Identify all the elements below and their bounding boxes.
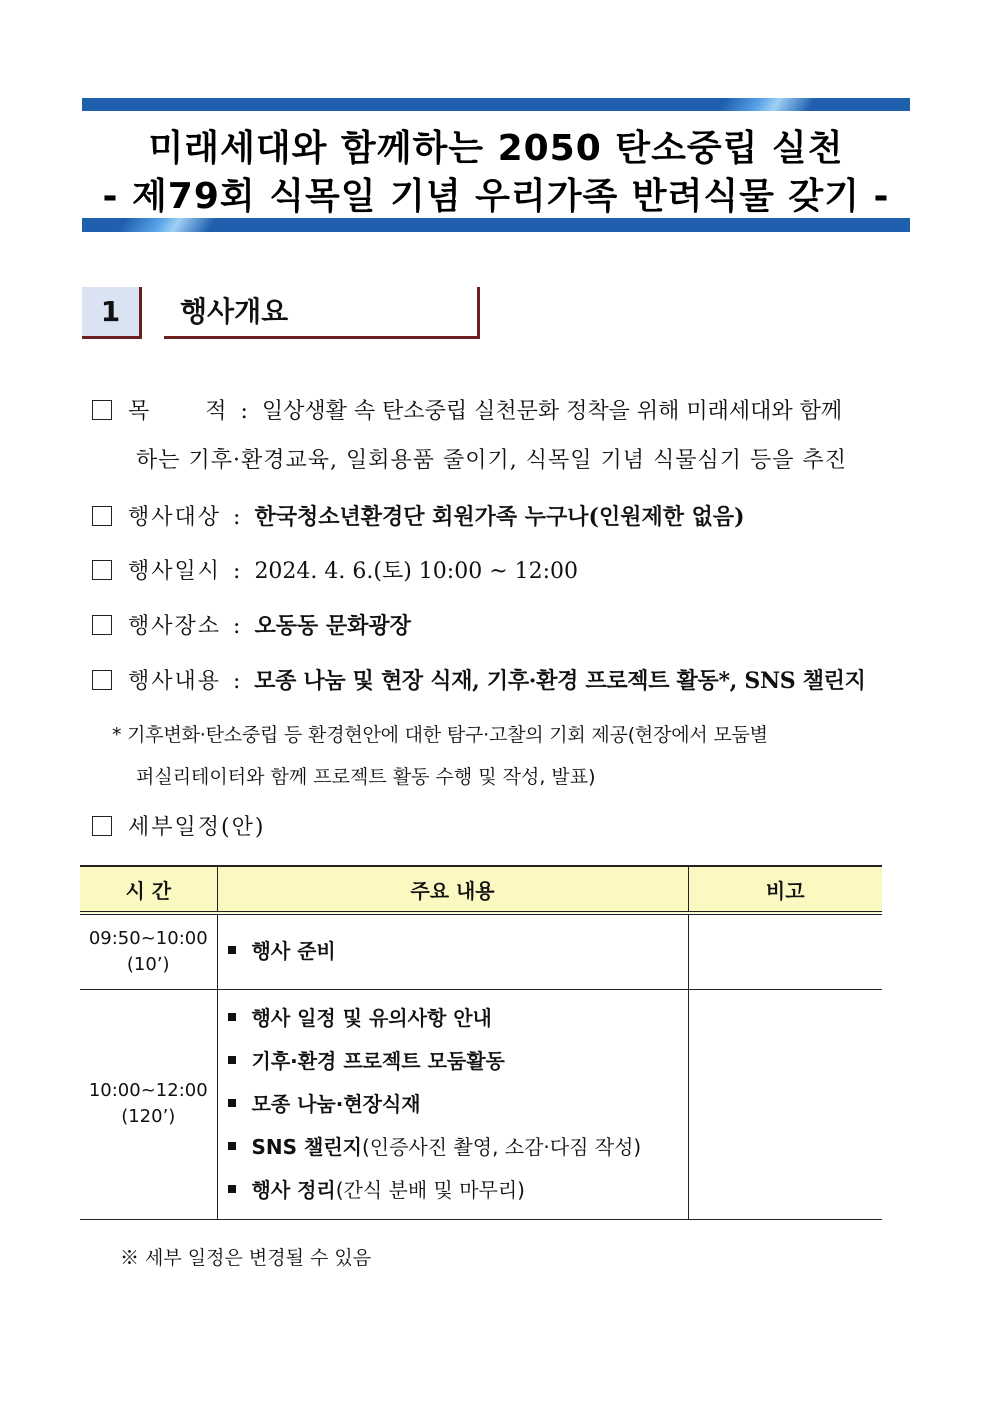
header-time: 시 간 [80, 866, 217, 913]
header-content: 주요 내용 [217, 866, 688, 913]
item-schedule [92, 810, 265, 841]
purpose-text-line1: 일상생활 속 탄소중립 실천문화 정착을 위해 미래세대와 함께 [261, 399, 843, 424]
schedule-label: 세부일정(안) [128, 815, 266, 840]
square-bullet-icon [228, 1056, 236, 1064]
checkbox-square-icon [92, 506, 112, 526]
content-cell [217, 989, 688, 1219]
purpose-label: 목 적 [128, 399, 229, 424]
title-bottom-bar [82, 218, 910, 232]
checkbox-square-icon [92, 400, 112, 420]
purpose-text-line2: 하는 기후·환경교육, 일회용품 줄이기, 식목일 기념 식물심기 등을 추진 [136, 448, 847, 473]
checkbox-square-icon [92, 816, 112, 836]
header-note: 비고 [688, 866, 882, 913]
footnote-line2: 퍼실리테이터와 함께 프로젝트 활동 수행 및 작성, 발표) [136, 766, 596, 788]
footnote-line1: * 기후변화·탄소중립 등 환경현안에 대한 탐구·고찰의 기회 제공(현장에서 모둠별 [112, 724, 768, 746]
place-label: 행사장소 [128, 614, 222, 639]
item-target: 행사대상 : 한국청소년환경단 회원가족 누구나(인원제한 없음) [92, 500, 745, 531]
list-item: 기후·환경 프로젝트 모둠활동 [228, 1040, 687, 1083]
checkbox-square-icon [92, 615, 112, 635]
content-cell [217, 913, 688, 989]
title-block [82, 98, 910, 234]
table-row [80, 989, 882, 1219]
content-label: 행사내용 [128, 669, 222, 694]
date-label: 행사일시 [128, 559, 222, 584]
time-cell: 09:50~10:00 (10’) [80, 913, 217, 989]
item-content: 행사내용 : 모종 나눔 및 현장 식재, 기후·환경 프로젝트 활동*, SNS 챌린지 [92, 664, 866, 695]
note-cell [688, 989, 882, 1219]
table-row [80, 913, 882, 989]
note-cell [688, 913, 882, 989]
schedule-change-note: ※ 세부 일정은 변경될 수 있음 [120, 1247, 372, 1269]
table-header-row [80, 866, 882, 913]
sub-title: - 제79회 식목일 기념 우리가족 반려식물 갖기 - [102, 176, 890, 217]
list-item: 행사 정리(간식 분배 및 마무리) [228, 1169, 687, 1212]
section-number: 1 [82, 287, 142, 339]
target-label: 행사대상 [128, 505, 222, 530]
list-item: 행사 준비 [228, 930, 687, 973]
square-bullet-icon [228, 1013, 236, 1021]
section-header [82, 283, 482, 341]
square-bullet-icon [228, 1099, 236, 1107]
target-value: 한국청소년환경단 회원가족 누구나(인원제한 없음) [254, 504, 745, 530]
list-item: 행사 일정 및 유의사항 안내 [228, 997, 687, 1040]
list-item: 모종 나눔·현장식재 [228, 1083, 687, 1126]
content-value: 모종 나눔 및 현장 식재, 기후·환경 프로젝트 활동*, SNS 챌린지 [254, 668, 866, 694]
schedule-table [80, 865, 882, 1220]
item-date: 행사일시 : 2024. 4. 6.(토) 10:00 ~ 12:00 [92, 554, 578, 585]
square-bullet-icon [228, 1185, 236, 1193]
main-title: 미래세대와 함께하는 2050 탄소중립 실천 [148, 128, 844, 169]
place-value: 오동동 문화광장 [254, 613, 411, 639]
time-cell: 10:00~12:00 (120’) [80, 989, 217, 1219]
square-bullet-icon [228, 946, 236, 954]
list-item: SNS 챌린지(인증사진 촬영, 소감·다짐 작성) [228, 1126, 687, 1169]
square-bullet-icon [228, 1142, 236, 1150]
section-title: 행사개요 [164, 287, 480, 339]
item-purpose: 목 적 : 일상생활 속 탄소중립 실천문화 정착을 위해 미래세대와 함께 [92, 394, 842, 425]
checkbox-square-icon [92, 670, 112, 690]
item-place: 행사장소 : 오동동 문화광장 [92, 609, 411, 640]
date-value: 2024. 4. 6.(토) 10:00 ~ 12:00 [254, 559, 579, 584]
checkbox-square-icon [92, 560, 112, 580]
title-top-bar [82, 98, 910, 111]
